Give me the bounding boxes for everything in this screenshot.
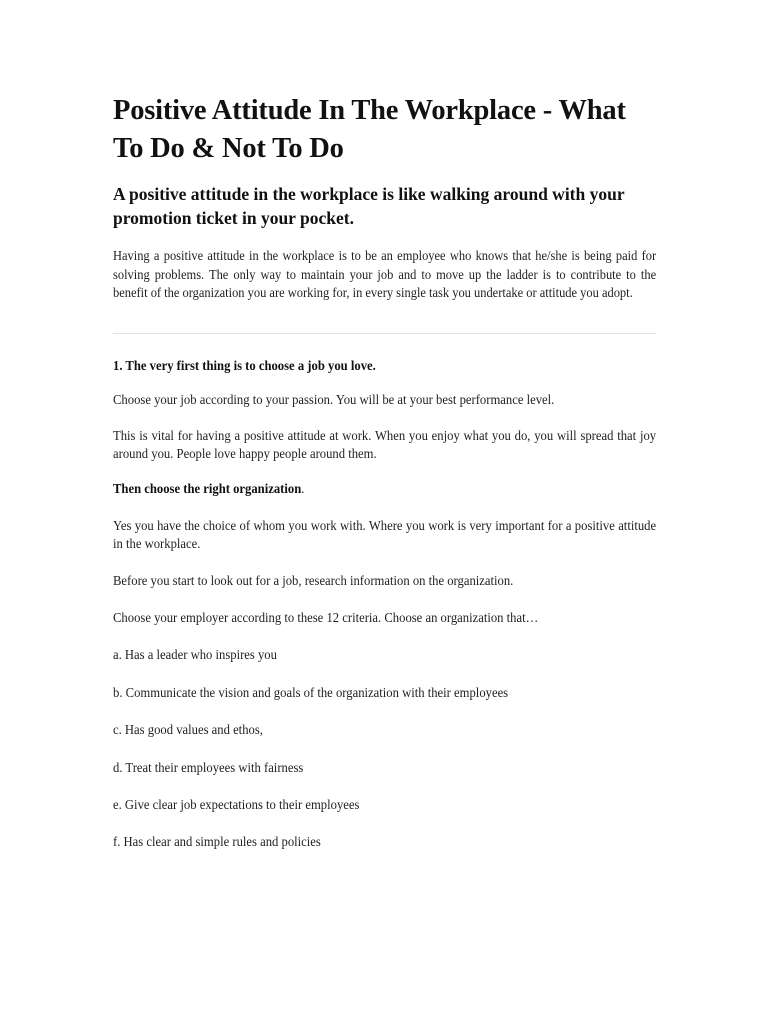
document-page (113, 92, 656, 852)
paragraph-choice: Yes you have the choice of whom you work with. Where you work is very important for a positive attitude in the workplace. (113, 517, 657, 552)
section-heading: 1. The very first thing is to choose a job you love. (113, 357, 376, 373)
list-item: b. Communicate the vision and goals of the organization with their employees (113, 684, 509, 700)
list-item: c. Has good values and ethos, (113, 722, 263, 738)
criteria-list (113, 646, 656, 851)
list-item: e. Give clear job expectations to their employees (113, 797, 360, 813)
list-item: a. Has a leader who inspires you (113, 647, 277, 663)
sub-heading-text: Then choose the right organization (113, 481, 302, 497)
paragraph-vital: This is vital for having a positive attitude at work. When you enjoy what you do, you will spread that joy around you. People love happy people around them. (113, 427, 657, 461)
list-item: f. Has clear and simple rules and policies (113, 834, 321, 850)
intro-paragraph: Having a positive attitude in the workplace is to be an employee who knows that he/she is being paid for solving problems. The only way to maintain your job and to move up the ladder is to contribute to the benefit of the organization you are working for, in every single task you undertake or attitude you adopt. (113, 248, 657, 301)
paragraph-passion: Choose your job according to your passion. You will be at your best performance level. (113, 392, 555, 408)
sub-heading (113, 480, 656, 498)
article-subtitle: A positive attitude in the workplace is like walking around with your promotion ticket in your pocket. (113, 184, 625, 228)
section-divider (113, 333, 656, 334)
sub-heading-period: . (301, 481, 305, 497)
paragraph-criteria-intro: Choose your employer according to these 12 criteria. Choose an organization that… (113, 610, 539, 626)
paragraph-research: Before you start to look out for a job, research information on the organization. (113, 572, 514, 588)
list-item: d. Treat their employees with fairness (113, 759, 304, 775)
article-title: Positive Attitude In The Workplace - What To Do & Not To Do (113, 95, 626, 164)
